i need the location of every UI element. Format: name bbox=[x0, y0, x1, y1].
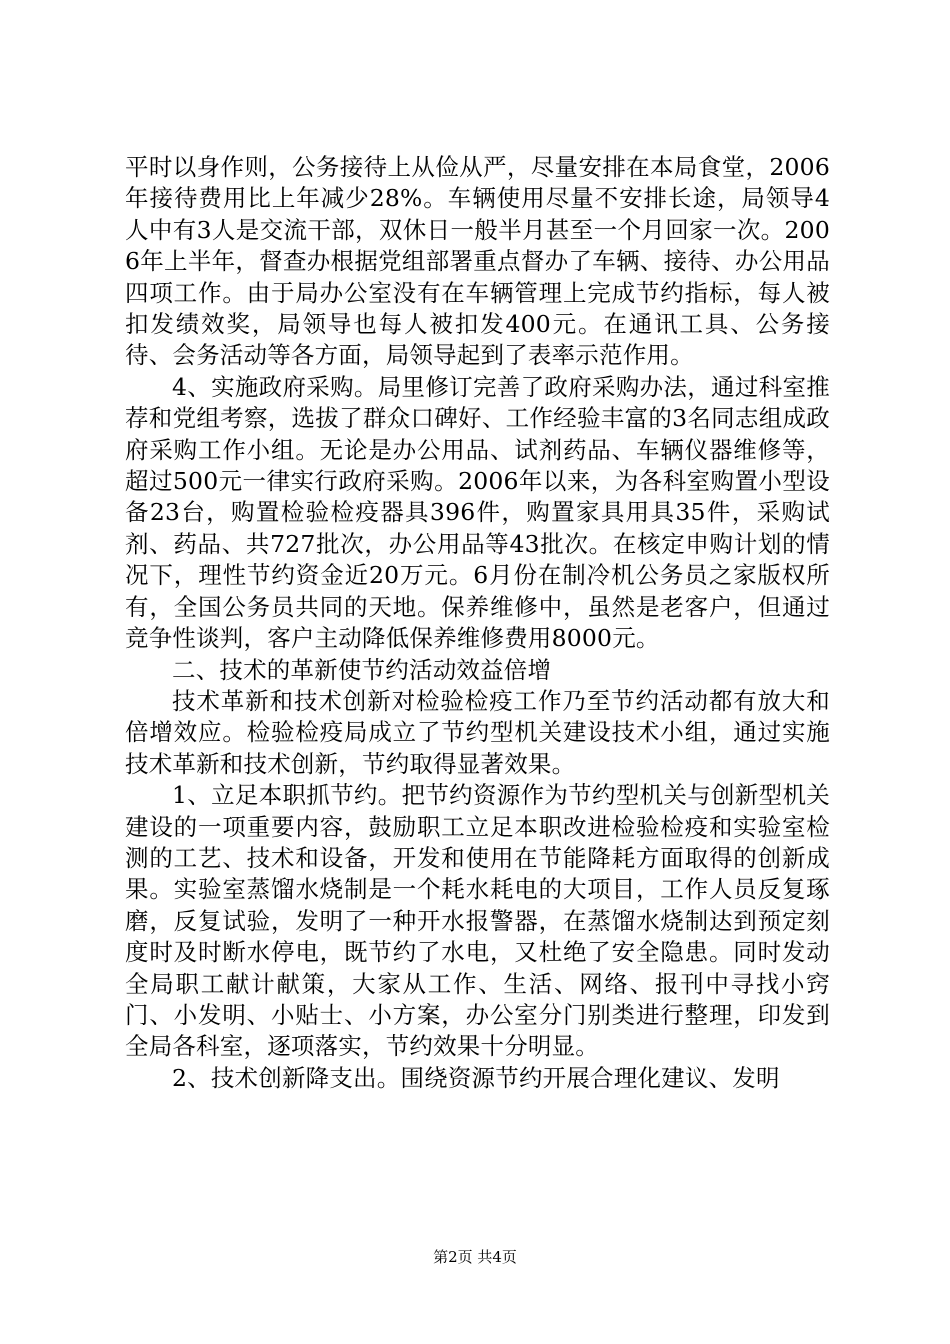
paragraph-4: 技术革新和技术创新对检验检疫工作乃至节约活动都有放大和倍增效应。检验检疫局成立了节约型机关建设技术小组，通过实施技术革新和技术创新，节约取得显著效果。 bbox=[125, 686, 830, 778]
paragraph-6: 2、技术创新降支出。围绕资源节约开展合理化建议、发明 bbox=[172, 1063, 780, 1092]
paragraph-5: 1、立足本职抓节约。把节约资源作为节约型机关与创新型机关建设的一项重要内容，鼓励职工立足本职改进检验检疫和实验室检测的工艺、技术和设备，开发和使用在节能降耗方面取得的创新成果。实验室蒸馏水烧制是一个耗水耗电的大项目，工作人员反复琢磨，反复试验，发明了一种开水报警器，在蒸馏水烧制达到预定刻度时及时断水停电，既节约了水电，又杜绝了安全隐患。同时发动全局职工献计献策，大家从工作、生活、网络、报刊中寻找小窍门、小发明、小贴士、小方案，办公室分门别类进行整理，印发到全局各科室，逐项落实，节约效果十分明显。 bbox=[125, 781, 830, 1061]
paragraph-2: 4、实施政府采购。局里修订完善了政府采购办法，通过科室推荐和党组考察，选拔了群众口碑好、工作经验丰富的3名同志组成政府采购工作小组。无论是办公用品、试剂药品、车辆仪器维修等，超过500元一律实行政府采购。2006年以来，为各科室购置小型设备23台，购置检验检疫器具396件，购置家具用具35件，采购试剂、药品、共727批次，办公用品等43批次。在核定申购计划的情况下，理性节约资金近20万元。6月份在制冷机公务员之家版权所有，全国公务员共同的天地。保养维修中，虽然是老客户，但通过竞争性谈判，客户主动降低保养维修费用8000元。 bbox=[125, 372, 830, 653]
paragraph-1: 平时以身作则，公务接待上从俭从严，尽量安排在本局食堂，2006年接待费用比上年减少28%。车辆使用尽量不安排长途，局领导4人中有3人是交流干部，双休日一般半月甚至一个月回家一次。2006年上半年，督查办根据党组部署重点督办了车辆、接待、办公用品四项工作。由于局办公室没有在车辆管理上完成节约指标，每人被扣发绩效奖，局领导也每人被扣发400元。在通讯工具、公务接待、会务活动等各方面，局领导起到了表率示范作用。 bbox=[125, 153, 830, 370]
section-heading: 二、技术的革新使节约活动效益倍增 bbox=[172, 655, 552, 684]
document-body bbox=[125, 152, 830, 1094]
page-number-footer: 第2页 共4页 bbox=[433, 1248, 517, 1266]
